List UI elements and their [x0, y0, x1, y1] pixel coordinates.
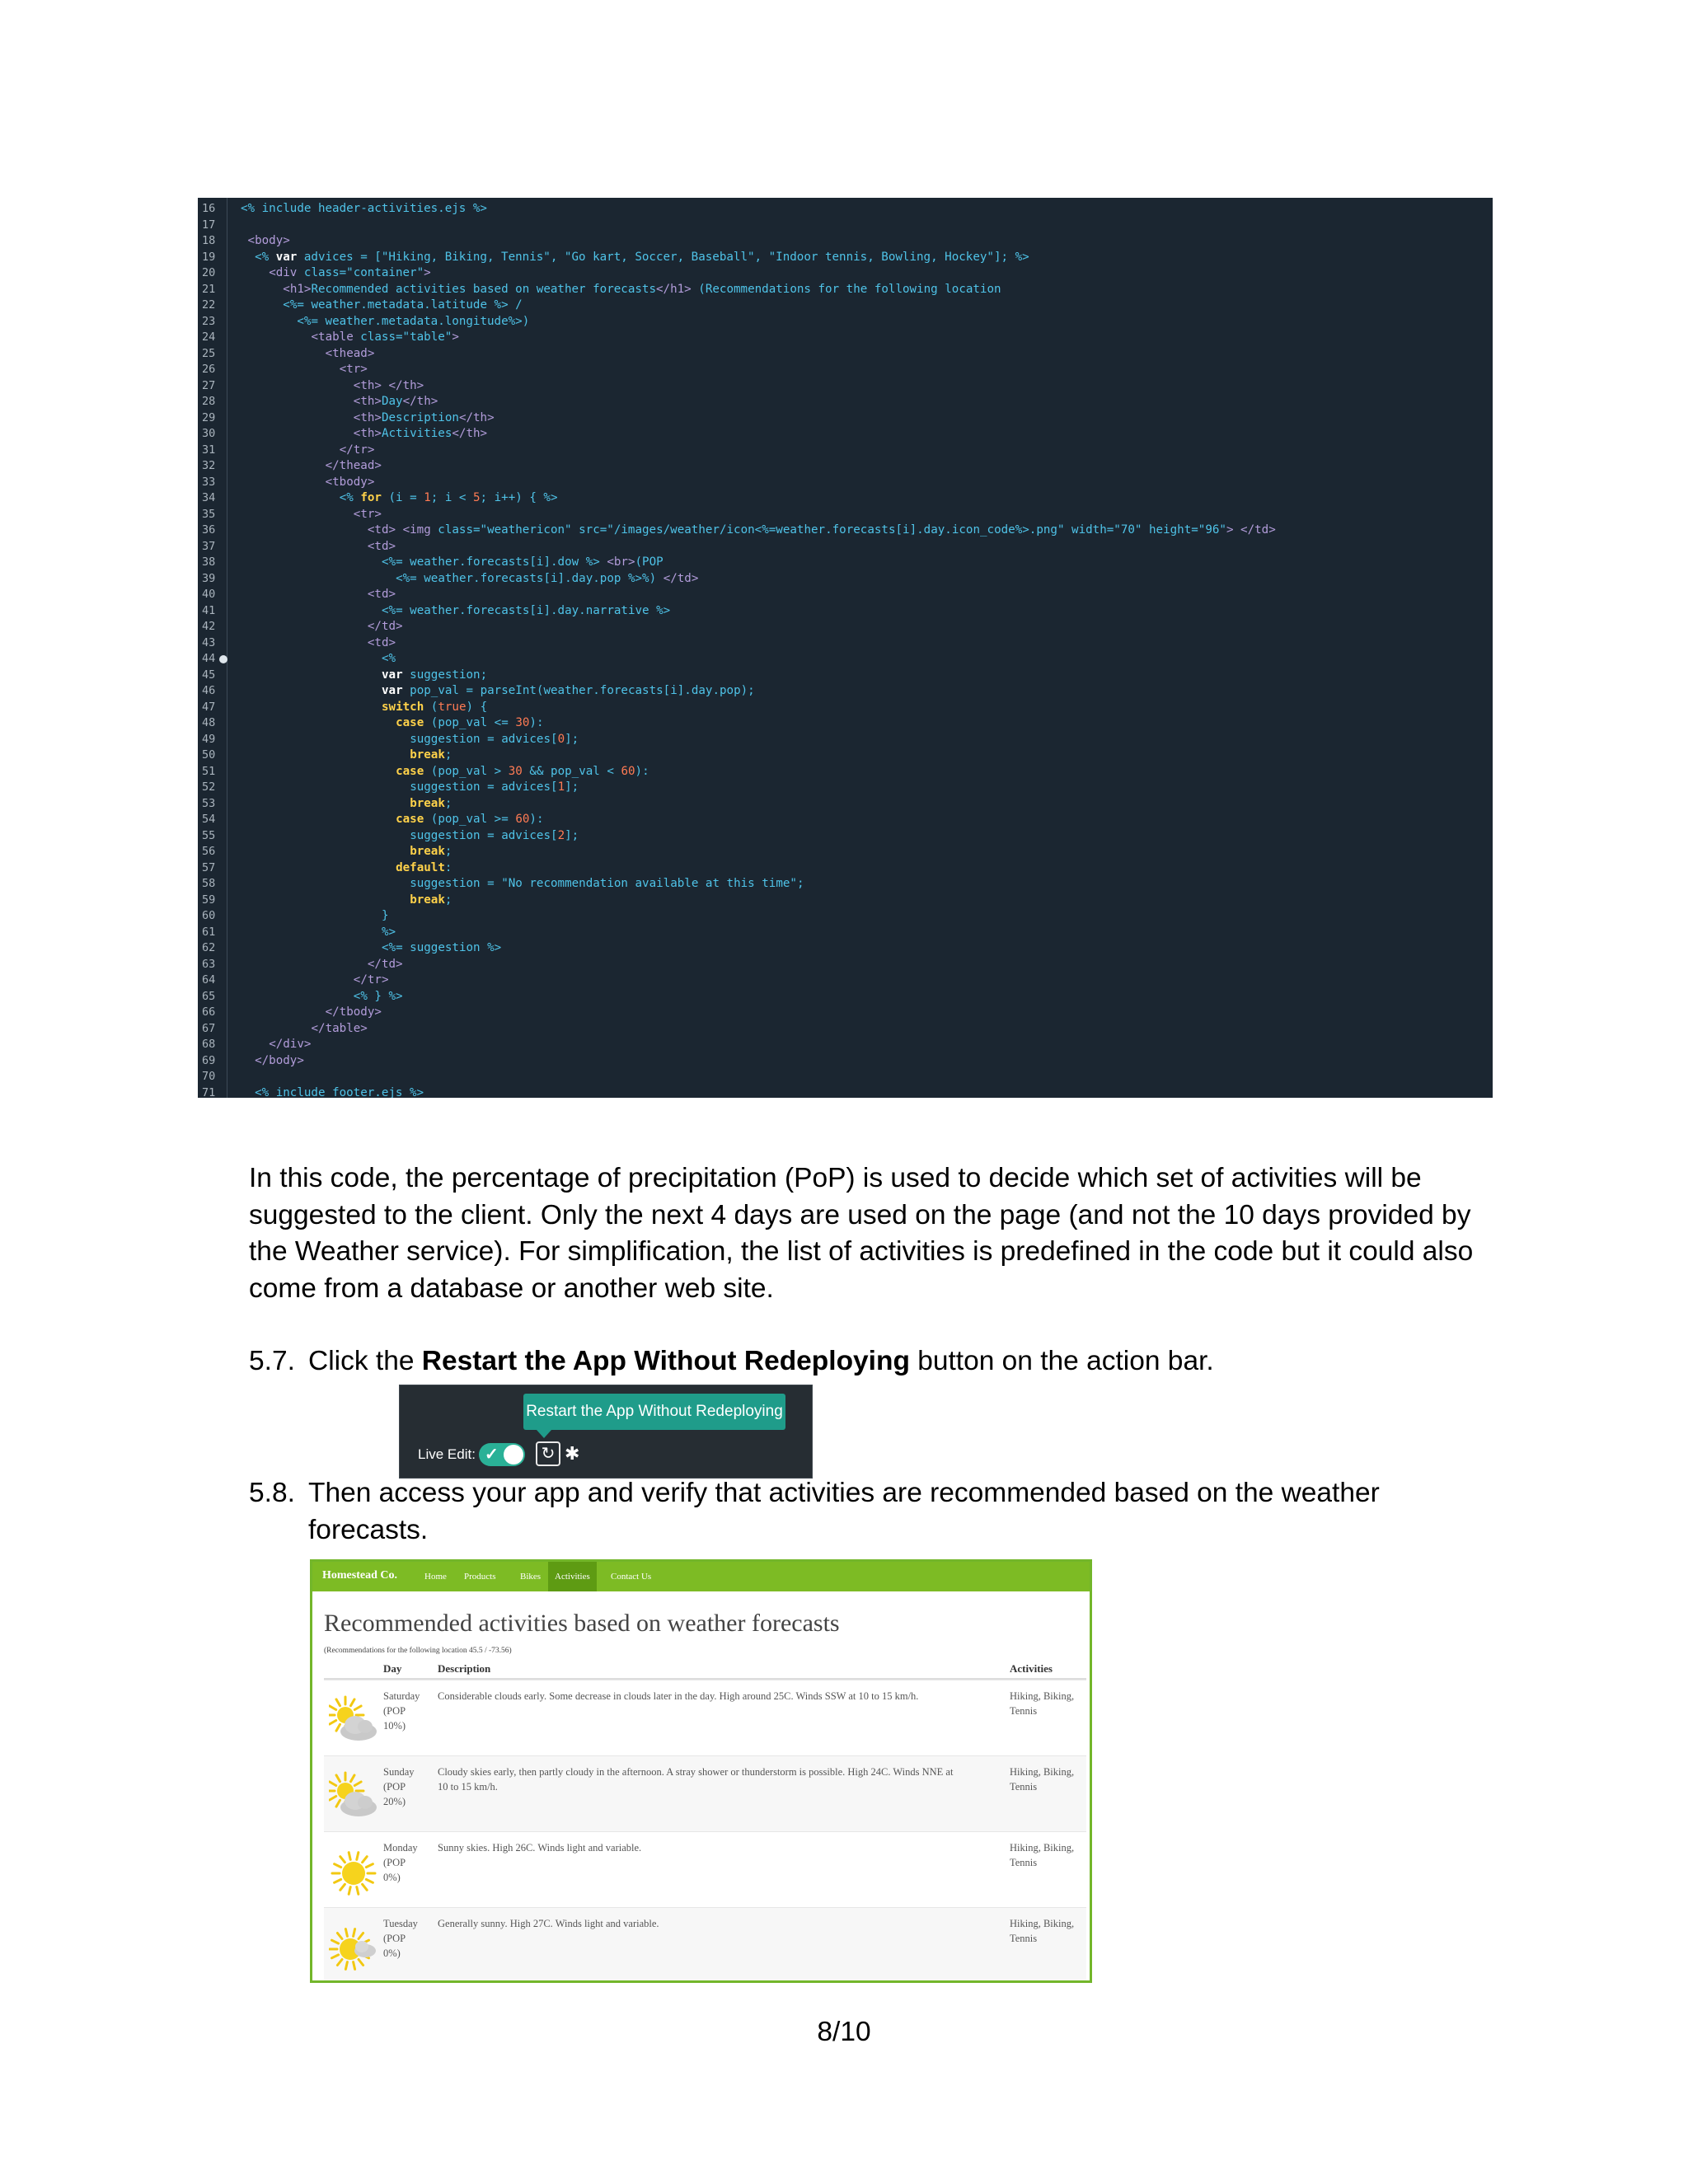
day-cell: [383, 1840, 431, 1885]
code-line: var suggestion;: [382, 668, 488, 682]
line-number: 18: [202, 234, 216, 247]
code-line: suggestion = "No recommendation available at this time";: [410, 877, 804, 890]
line-number: 55: [202, 828, 216, 842]
nav-products[interactable]: Products: [464, 1572, 496, 1582]
toggle-knob: [504, 1445, 523, 1465]
restart-tooltip: Restart the App Without Redeploying: [523, 1394, 785, 1430]
line-number: 34: [202, 491, 216, 504]
description-cell: Cloudy skies early, then partly cloudy in the afternoon. A stray shower or thunderstorm is possible. High 24C. Winds NNE at 10 to 15 km/h.: [438, 1766, 954, 1793]
code-line: var pop_val = parseInt(weather.forecasts[i].day.pop);: [382, 684, 755, 697]
code-line: <%= weather.metadata.longitude%>): [297, 314, 530, 328]
description-cell: Generally sunny. High 27C. Winds light and variable.: [438, 1918, 659, 1929]
line-number: 29: [202, 410, 216, 424]
pop-label: (POP: [383, 1781, 406, 1793]
code-line: case (pop_val > 30 && pop_val < 60):: [396, 764, 649, 778]
activities-cell: Hiking, Biking, Tennis: [1010, 1842, 1075, 1868]
line-number: 22: [202, 298, 216, 312]
code-line: switch (true) {: [382, 700, 488, 714]
line-number: 45: [202, 668, 216, 682]
line-number: 25: [202, 346, 216, 360]
line-number: 31: [202, 443, 216, 457]
code-line: </tbody>: [325, 1005, 382, 1019]
day-cell: [383, 1916, 431, 1961]
line-number: 47: [202, 700, 216, 714]
action-bar: [399, 1385, 813, 1479]
step-number: 5.7.: [249, 1346, 295, 1376]
code-line: </td>: [367, 620, 403, 633]
pop-value: 0%): [383, 1872, 401, 1883]
code-line: <thead>: [325, 346, 375, 360]
pop-value: 20%): [383, 1796, 406, 1807]
code-line: <%: [382, 652, 396, 665]
code-line: <%= weather.metadata.latitude %> /: [283, 298, 523, 312]
line-number: 65: [202, 989, 216, 1003]
day-name: Tuesday: [383, 1918, 418, 1929]
pop-value: 10%): [383, 1720, 406, 1732]
line-number: 46: [202, 684, 216, 697]
location-note: (Recommendations for the following location 45.5 / -73.56): [324, 1647, 512, 1655]
code-line: <th>Activities</th>: [353, 427, 488, 440]
code-line: break;: [410, 845, 452, 858]
app-navbar: [312, 1562, 1090, 1591]
code-line: <%= suggestion %>: [382, 941, 502, 954]
code-line: <%= weather.forecasts[i].day.pop %>%) </td>: [396, 571, 699, 585]
code-line: <td>: [367, 588, 396, 601]
line-number: 63: [202, 957, 216, 971]
code-line: <div class="container">: [269, 266, 431, 279]
code-line: <td> <img class="weathericon" src="/images/weather/icon<%=weather.forecasts[i].day.icon_code%>.png" width="70" height="96"> </td>: [367, 523, 1276, 537]
pop-value: 0%): [383, 1947, 401, 1959]
code-line: <%= weather.forecasts[i].day.narrative %>: [382, 603, 671, 617]
line-number: 64: [202, 973, 216, 987]
code-line: <td>: [367, 539, 396, 553]
line-number: 40: [202, 588, 216, 601]
code-screenshot: [198, 198, 1493, 1098]
code-line: </table>: [311, 1021, 368, 1035]
nav-home[interactable]: Home: [424, 1572, 447, 1582]
line-number: 19: [202, 250, 216, 264]
line-number: 16: [202, 202, 216, 215]
code-line: %>: [382, 925, 396, 939]
line-number: 26: [202, 363, 216, 376]
day-name: Monday: [383, 1842, 418, 1854]
explanation-paragraph: In this code, the percentage of precipitation (PoP) is used to decide which set of activities will be suggested to the client. Only the next 4 days are used on the page (and not the 10 days provided by the Weather service). For simplification, the list of activities is predefined in the code but it could also come from a database or another web site.: [249, 1163, 1474, 1304]
description-cell: Sunny skies. High 26C. Winds light and variable.: [438, 1842, 642, 1854]
line-number: 30: [202, 427, 216, 440]
nav-contact-us[interactable]: Contact Us: [611, 1572, 652, 1582]
line-number: 33: [202, 475, 216, 489]
line-number: 49: [202, 732, 216, 746]
header-description: Description: [438, 1662, 491, 1675]
code-line: </body>: [255, 1053, 304, 1067]
partly-cloudy-icon: [329, 1695, 378, 1748]
line-number: 17: [202, 218, 216, 232]
line-number: 58: [202, 877, 216, 890]
line-number: 43: [202, 635, 216, 649]
code-line: default:: [396, 860, 452, 874]
code-line: suggestion = advices[1];: [410, 780, 579, 794]
line-number: 39: [202, 571, 216, 585]
code-line: <% for (i = 1; i < 5; i++) { %>: [339, 491, 558, 504]
line-number: 62: [202, 941, 216, 954]
code-line: break;: [410, 748, 452, 762]
line-number: 61: [202, 925, 216, 939]
code-line: </thead>: [325, 459, 382, 472]
activities-cell: Hiking, Biking, Tennis: [1010, 1690, 1075, 1717]
code-line: <h1>Recommended activities based on weather forecasts</h1> (Recommendations for the following location: [283, 282, 1001, 296]
code-line: suggestion = advices[0];: [410, 732, 579, 746]
code-line: case (pop_val <= 30):: [396, 716, 544, 729]
code-line: <th>Description</th>: [353, 410, 495, 424]
line-number: 21: [202, 282, 216, 296]
code-line: <table class="table">: [311, 330, 459, 344]
forecast-row: [324, 1755, 1086, 1831]
brand-logo[interactable]: Homestead Co.: [322, 1569, 397, 1582]
line-number: 27: [202, 378, 216, 392]
code-line: <% include footer.ejs %>: [255, 1085, 424, 1098]
header-activities: Activities: [1010, 1662, 1053, 1675]
forecast-row: [324, 1680, 1086, 1755]
sun-icon: [329, 1847, 378, 1900]
line-number: 41: [202, 603, 216, 617]
code-line: <tr>: [353, 507, 382, 521]
step-5-8: [249, 1475, 1485, 1551]
line-number: 70: [202, 1070, 216, 1083]
line-number: 23: [202, 314, 216, 328]
line-number: 52: [202, 780, 216, 794]
line-number: 69: [202, 1053, 216, 1067]
step-text: Click the Restart the App Without Redeploying button on the action bar.: [308, 1346, 1214, 1376]
line-number: 54: [202, 813, 216, 826]
line-number: 32: [202, 459, 216, 472]
restart-button-name: Restart the App Without Redeploying: [421, 1346, 910, 1376]
line-number: 42: [202, 620, 216, 633]
description-cell: Considerable clouds early. Some decrease in clouds later in the day. High around 25C. Winds SSW at 10 to 15 km/h.: [438, 1690, 919, 1702]
code-line: <%= weather.forecasts[i].dow %> <br>(POP: [382, 555, 663, 569]
debug-bug-icon[interactable]: ✱: [565, 1443, 580, 1464]
code-line: <tr>: [339, 363, 368, 376]
code-line: <th>Day</th>: [353, 395, 438, 408]
mostly-sunny-icon: [329, 1923, 378, 1975]
code-line: <% include header-activities.ejs %>: [241, 202, 487, 215]
activities-cell: Hiking, Biking, Tennis: [1010, 1918, 1075, 1944]
day-name: Sunday: [383, 1766, 415, 1778]
line-number: 36: [202, 523, 216, 537]
pop-label: (POP: [383, 1857, 406, 1868]
forecast-row: [324, 1831, 1086, 1907]
code-line: </td>: [367, 957, 403, 971]
restart-app-button[interactable]: [536, 1441, 560, 1466]
line-number: 50: [202, 748, 216, 762]
line-number: 24: [202, 330, 216, 344]
line-number: 66: [202, 1005, 216, 1019]
day-cell: [383, 1765, 431, 1809]
line-number: 67: [202, 1021, 216, 1035]
nav-activities[interactable]: Activities: [548, 1562, 597, 1591]
code-line: <td>: [367, 635, 396, 649]
live-edit-label: Live Edit:: [418, 1446, 476, 1462]
line-number: 71: [202, 1085, 216, 1098]
line-number: 57: [202, 860, 216, 874]
header-day: Day: [383, 1662, 402, 1675]
line-number: 37: [202, 539, 216, 553]
restart-icon: ↻: [541, 1445, 556, 1463]
line-number: 59: [202, 893, 216, 907]
step-number: 5.8.: [249, 1478, 295, 1508]
code-line: break;: [410, 796, 452, 810]
code-line: <% } %>: [353, 989, 403, 1003]
line-number: 20: [202, 266, 216, 279]
line-number: 68: [202, 1038, 216, 1051]
line-number: 60: [202, 909, 216, 922]
line-number: 53: [202, 796, 216, 810]
code-line: <th> </th>: [353, 378, 424, 392]
nav-bikes[interactable]: Bikes: [520, 1572, 542, 1582]
step-5-7: [249, 1343, 1485, 1381]
forecast-row: [324, 1907, 1086, 1983]
line-number: 28: [202, 395, 216, 408]
code-line: </tr>: [353, 973, 389, 987]
line-number-gutter: [198, 198, 227, 1098]
code-line: <body>: [247, 234, 290, 247]
activities-cell: Hiking, Biking, Tennis: [1010, 1766, 1075, 1793]
app-title: Recommended activities based on weather forecasts: [324, 1610, 840, 1637]
code-line: break;: [410, 893, 452, 907]
fold-marker-icon[interactable]: [219, 655, 227, 663]
code-line: <tbody>: [325, 475, 375, 489]
code-line: <% var advices = ["Hiking, Biking, Tennis", "Go kart, Soccer, Baseball", "Indoor tennis, Bowling, Hockey"]; %>: [255, 250, 1029, 264]
pop-label: (POP: [383, 1705, 406, 1717]
line-number: 35: [202, 507, 216, 521]
code-line: </div>: [269, 1038, 312, 1051]
line-number: 48: [202, 716, 216, 729]
day-name: Saturday: [383, 1690, 420, 1702]
day-cell: [383, 1689, 431, 1733]
check-icon: ✓: [485, 1446, 499, 1464]
code-line: }: [382, 909, 389, 922]
app-screenshot: [310, 1559, 1092, 1983]
line-number: 44: [202, 652, 216, 665]
code-line: suggestion = advices[2];: [410, 828, 579, 842]
code-line: case (pop_val >= 60):: [396, 813, 544, 826]
line-number: 56: [202, 845, 216, 858]
code-line: </tr>: [339, 443, 375, 457]
partly-cloudy-icon: [329, 1771, 378, 1824]
page-number: 8/10: [817, 2017, 871, 2047]
line-number: 38: [202, 555, 216, 569]
pop-label: (POP: [383, 1933, 406, 1944]
line-number: 51: [202, 764, 216, 778]
step-text: Then access your app and verify that activities are recommended based on the weather forecasts.: [308, 1478, 1380, 1545]
live-edit-toggle[interactable]: [479, 1443, 525, 1466]
